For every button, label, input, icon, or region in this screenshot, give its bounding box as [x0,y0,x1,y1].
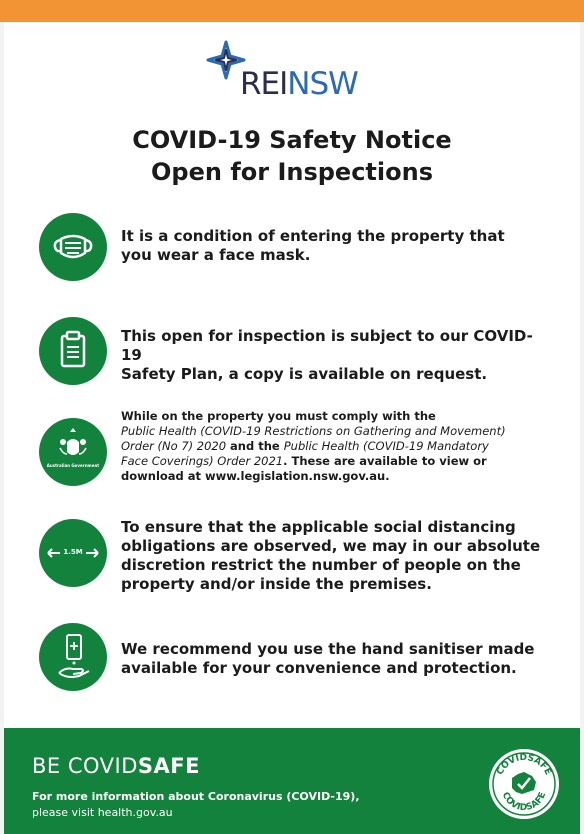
crest-label: Australian Government [46,463,100,468]
notice-subtitle: Open for Inspections [151,158,433,186]
notice-title: COVID-19 Safety Notice [132,126,452,154]
seal-bottom-text: COVIDSAFE [499,790,549,814]
covidsafe-seal-icon [488,748,560,820]
distance-arrows-icon [39,519,107,587]
face-mask-icon [39,213,107,281]
logo-wordmark: REINSW [240,66,358,102]
mask-requirement-text: It is a condition of entering the property that you wear a face mask. [121,227,505,264]
government-crest-icon [39,418,107,486]
clipboard-icon [39,317,107,385]
more-info-text: For more information about Coronavirus (COVID-19), [32,790,360,803]
hand-sanitiser-icon [39,623,107,691]
distance-label: 1.5M [63,548,83,556]
top-accent-bar [0,0,584,22]
reinsw-logo [4,40,580,100]
seal-top-text: COVIDSAFE [495,752,553,777]
legislation-text: While on the property you must comply with the Public Health (COVID-19 Restrictions on Gathering and Movement) Order (No 7) 2020 and the Public Health (COVID-19 Mandatory Face Coverings) Order 2021. These are available to view or download at www.legislation.nsw.gov.au. [121,409,506,483]
sanitiser-text: We recommend you use the hand sanitiser made available for your convenience and protection. [121,640,535,677]
be-covidsafe-heading: BE COVIDSAFE [32,754,200,778]
safety-notice-poster [4,22,580,834]
covidsafe-footer [4,728,580,834]
distancing-text: To ensure that the applicable social distancing obligations are observed, we may in our absolute discretion restrict the number of people on the property and/or inside the premises. [121,518,541,593]
safety-plan-text: This open for inspection is subject to our COVID-19 Safety Plan, a copy is available on request. [121,327,533,383]
health-website-text: please visit health.gov.au [32,806,173,819]
